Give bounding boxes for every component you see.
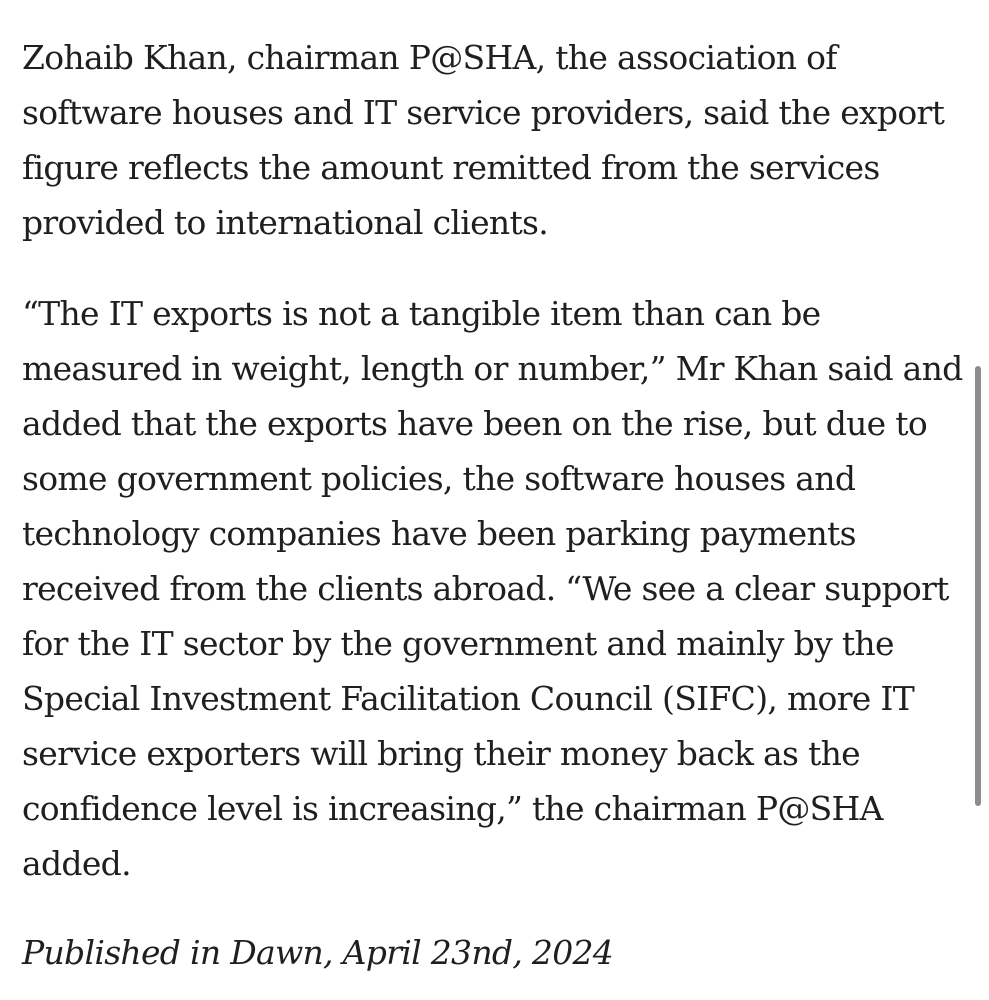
article-body — [22, 30, 974, 980]
vertical-scrollbar[interactable] — [975, 366, 981, 806]
article-paragraph-2: “The IT exports is not a tangible item than can be measured in weight, length or number,” Mr Khan said and added that the exports have been on the rise, but due to some government policies, the software houses and technology companies have been parking payments received from the clients abroad. “We see a clear support for the IT sector by the government and mainly by the Special Investment Facilitation Council (SIFC), more IT service exporters will bring their money back as the confidence level is increasing,” the chairman P@SHA added. — [22, 294, 963, 883]
publication-note: Published in Dawn, April 23nd, 2024 — [22, 933, 614, 972]
article-paragraph-1: Zohaib Khan, chairman P@SHA, the association of software houses and IT service providers, said the export figure reflects the amount remitted from the services provided to international clients. — [22, 38, 945, 242]
